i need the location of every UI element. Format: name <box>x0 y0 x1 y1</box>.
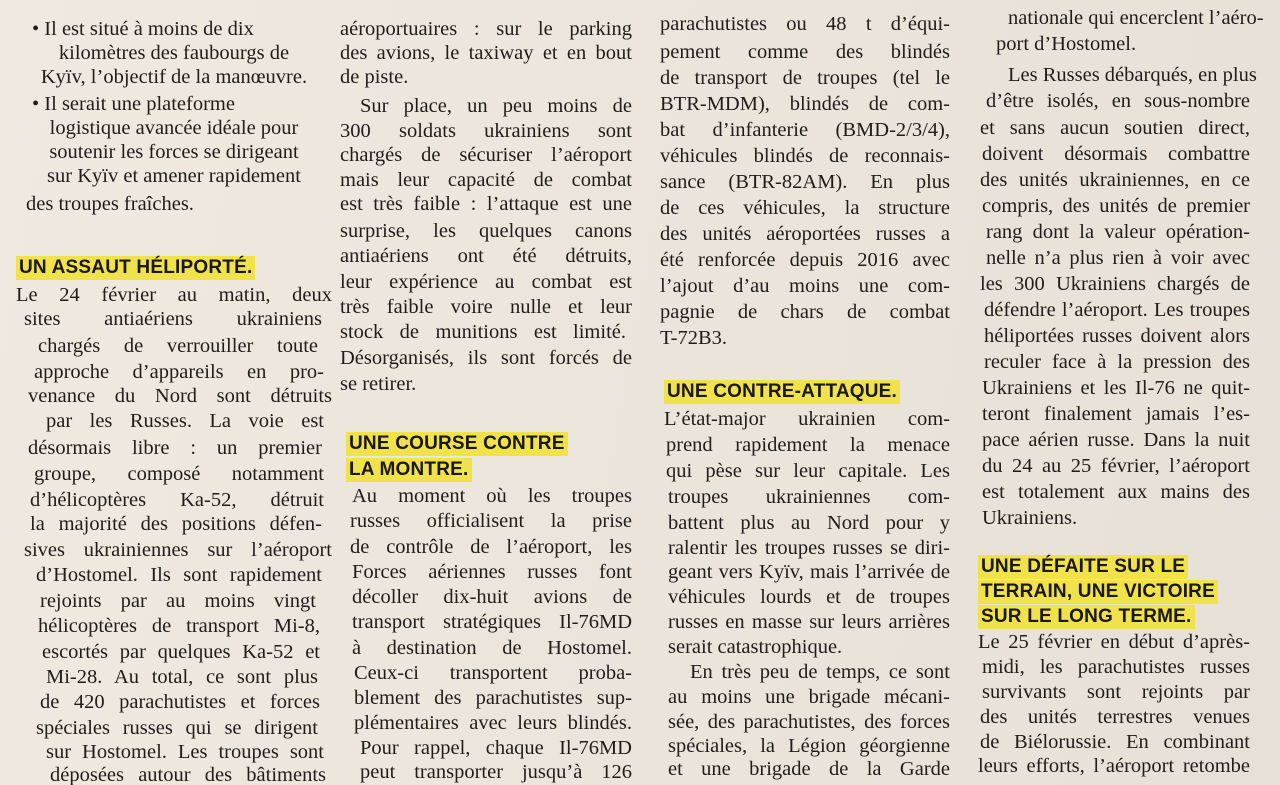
text-line: L’état-major ukrainien com- <box>664 408 950 430</box>
text-line: • Il serait une plateforme <box>32 93 235 115</box>
section-heading: UN ASSAUT HÉLIPORTÉ. <box>16 256 255 280</box>
text-line: été renforcée depuis 2016 avec <box>660 249 950 271</box>
text-line: de piste. <box>340 66 409 88</box>
text-line: Les Russes débarqués, en plus <box>1008 64 1257 86</box>
text-line: de contrôle de l’aéroport, les <box>350 536 632 558</box>
text-line: Mi-28. Au total, ce sont plus <box>46 666 318 688</box>
text-line: se retirer. <box>340 373 417 395</box>
text-line: déposées autour des bâtiments <box>50 764 326 785</box>
text-line: plémentaires avec leurs blindés. <box>354 712 632 734</box>
text-line: est très faible : l’attaque est une <box>340 193 632 215</box>
text-line: de transport de troupes (tel le <box>660 67 950 89</box>
text-line: Désorganisés, ils sont forcés de <box>340 347 632 369</box>
text-line: sance (BTR-82AM). En plus <box>660 171 950 193</box>
text-line: soutenir les forces se dirigeant <box>49 141 299 163</box>
text-line: et une brigade de la Garde <box>668 758 950 780</box>
text-line: qui pèse sur leur capitale. Les <box>666 460 950 482</box>
section-heading: TERRAIN, UNE VICTOIRE <box>978 580 1218 604</box>
text-line: parachutistes ou 48 t d’équi- <box>660 13 950 35</box>
section-heading: LA MONTRE. <box>346 458 472 482</box>
text-line: sites antiaériens ukrainiens <box>24 308 322 330</box>
text-line: Au moment où les troupes <box>352 485 632 507</box>
text-line: surprise, les quelques canons <box>340 220 632 242</box>
text-line: rejoints par au moins vingt <box>40 590 316 612</box>
text-line: stock de munitions est limité. <box>340 321 626 343</box>
text-line: très faible voire nulle et leur <box>340 296 632 318</box>
text-line: groupe, composé notamment <box>34 463 324 485</box>
section-heading: UNE COURSE CONTRE <box>346 432 568 456</box>
text-line: russes en masse sur leurs arrières <box>668 611 950 633</box>
text-line: d’hélicoptères Ka-52, détruit <box>30 489 324 511</box>
text-line: BTR-MDM), blindés de com- <box>660 93 950 115</box>
text-line: héliportées russes doivent alors <box>984 325 1250 347</box>
text-line: survivants sont rejoints par <box>982 681 1250 703</box>
text-line: russes officialisent la prise <box>350 510 632 532</box>
text-line: blement des parachutistes sup- <box>354 687 632 709</box>
text-line: troupes ukrainiennes com- <box>668 486 950 508</box>
section-heading: UNE DÉFAITE SUR LE <box>978 555 1188 579</box>
text-line: mais leur capacité de combat <box>340 169 632 191</box>
text-line: à destination de Hostomel. <box>352 637 632 659</box>
text-line: sur Hostomel. Les troupes sont <box>46 741 324 763</box>
text-line: geant vers Kyïv, mais l’arrivée de <box>668 561 950 583</box>
text-line: chargés de verrouiller toute <box>38 335 318 357</box>
text-line: hélicoptères de transport Mi-8, <box>38 615 320 637</box>
text-line: compris, des unités de premier <box>982 195 1250 217</box>
text-line: Le 25 février en début d’après- <box>978 631 1250 653</box>
text-line: d’être isolés, en sous-nombre <box>986 90 1250 112</box>
text-line: teront finalement jamais l’es- <box>982 403 1250 425</box>
text-line: Pour rappel, chaque Il-76MD <box>360 737 632 759</box>
text-line: sée, des parachutistes, des forces <box>668 711 950 733</box>
text-line: leur expérience au combat est <box>340 271 632 293</box>
text-line: leurs efforts, l’aéroport retombe <box>978 755 1250 777</box>
text-line: prend rapidement la menace <box>666 434 950 456</box>
text-line: des unités ukrainiennes, en ce <box>980 169 1250 191</box>
text-line: d’Hostomel. Ils sont rapidement <box>36 564 322 586</box>
text-line: rang dont la valeur opération- <box>986 221 1250 243</box>
text-line: les 300 Ukrainiens chargés de <box>980 273 1250 295</box>
text-line: aéroportuaires : sur le parking <box>340 18 632 40</box>
text-line: Ukrainiens. <box>982 507 1078 529</box>
text-line: ralentir les troupes russes se diri- <box>668 537 950 559</box>
text-line: 300 soldats ukrainiens sont <box>340 120 632 142</box>
text-line: antiaériens ont été détruits, <box>340 245 632 267</box>
text-line: bat d’infanterie (BMD-2/3/4), <box>660 119 950 141</box>
text-line: • Il est situé à moins de dix <box>32 18 254 40</box>
text-line: et sans aucun soutien direct, <box>980 117 1250 139</box>
text-line: de 420 parachutistes et forces <box>40 691 320 713</box>
text-line: escortés par quelques Ka-52 et <box>42 641 320 663</box>
text-line: Ceux-ci transportent proba- <box>354 662 632 684</box>
text-line: Ukrainiens et les Il-76 ne quit- <box>982 377 1250 399</box>
text-line: de Biélorussie. En combinant <box>980 731 1250 753</box>
text-line: par les Russes. La voie est <box>46 410 324 432</box>
text-line: venance du Nord sont détruits <box>28 385 332 407</box>
text-line: Sur place, un peu moins de <box>360 95 632 117</box>
text-line: sur Kyïv et amener rapidement <box>47 165 301 187</box>
text-line: chargés de sécuriser l’aéroport <box>340 144 632 166</box>
text-line: désormais libre : un premier <box>28 437 322 459</box>
text-line: véhicules blindés de reconnais- <box>660 145 950 167</box>
text-line: port d’Hostomel. <box>996 33 1137 55</box>
text-line: Forces aériennes russes font <box>352 561 632 583</box>
text-line: spéciales, la Légion géorgienne <box>668 735 950 757</box>
text-line: reculer face à la pression des <box>984 351 1250 373</box>
text-line: nelle n’a plus rien à voir avec <box>986 247 1250 269</box>
text-line: logistique avancée idéale pour <box>49 117 299 139</box>
text-line: Le 24 février au matin, deux <box>16 284 332 306</box>
text-line: Kyïv, l’objectif de la manœuvre. <box>40 66 308 88</box>
text-line: sives ukrainiennes sur l’aéroport <box>24 539 332 561</box>
text-line: spéciales russes qui se dirigent <box>36 717 318 739</box>
text-line: nationale qui encerclent l’aéro- <box>1008 7 1264 29</box>
text-line: pace aérien russe. Dans la nuit <box>982 429 1250 451</box>
text-line: En très peu de temps, ce sont <box>690 661 950 683</box>
text-line: des unités terrestres venues <box>980 706 1250 728</box>
text-line: des avions, le taxiway et en bout <box>340 42 632 64</box>
text-line: kilomètres des faubourgs de <box>58 42 290 64</box>
text-line: pement comme des blindés <box>660 41 950 63</box>
text-line: transport stratégiques Il-76MD <box>352 611 632 633</box>
text-line: décoller dix-huit avions de <box>352 586 632 608</box>
text-line: au moins une brigade mécani- <box>668 686 950 708</box>
text-line: T-72B3. <box>660 327 728 349</box>
text-line: battent plus au Nord pour y <box>668 512 950 534</box>
text-line: défendre l’aéroport. Les troupes <box>984 299 1250 321</box>
text-line: la majorité des positions défen- <box>30 513 322 535</box>
text-line: pagnie de chars de combat <box>660 301 950 323</box>
text-line: l’ajout d’au moins une com- <box>660 275 950 297</box>
section-heading: SUR LE LONG TERME. <box>978 605 1195 629</box>
text-line: est totalement aux mains des <box>982 481 1250 503</box>
text-line: serait catastrophique. <box>668 636 843 658</box>
text-line: approche d’appareils en pro- <box>34 361 324 383</box>
text-line: doivent désormais combattre <box>982 143 1250 165</box>
text-line: des troupes fraîches. <box>26 193 194 215</box>
text-line: peut transporter jusqu’à 126 <box>360 761 632 783</box>
text-line: des unités aéroportées russes a <box>660 223 950 245</box>
text-line: véhicules lourds et de troupes <box>668 586 950 608</box>
section-heading: UNE CONTRE-ATTAQUE. <box>664 380 900 404</box>
text-line: midi, les parachutistes russes <box>982 656 1250 678</box>
text-line: du 24 au 25 février, l’aéroport <box>982 455 1250 477</box>
text-line: de ces véhicules, la structure <box>660 197 950 219</box>
